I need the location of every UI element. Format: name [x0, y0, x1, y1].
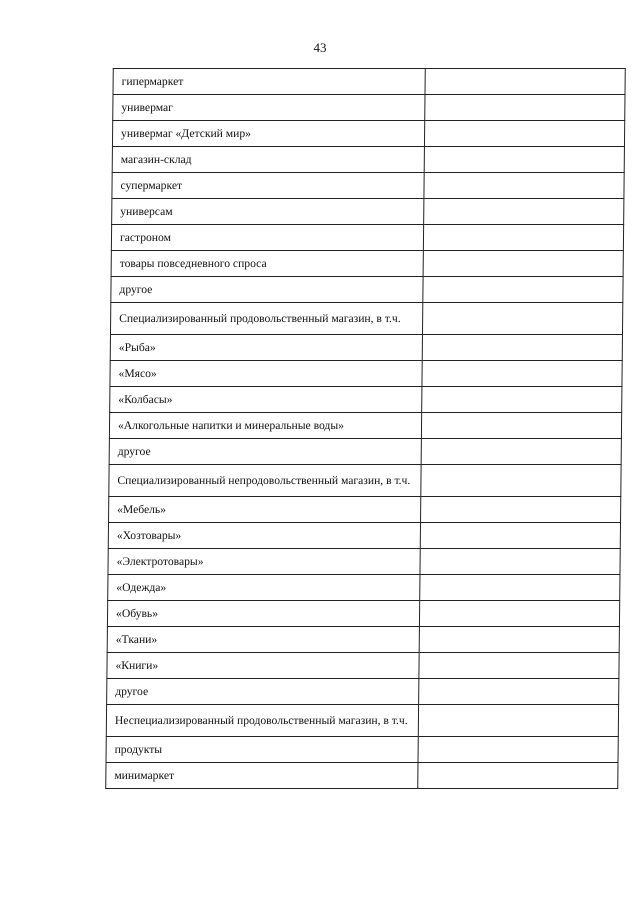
table-row [108, 575, 620, 601]
row-label: товары повседневного спроса [111, 251, 423, 277]
row-label: «Обувь» [107, 601, 419, 627]
table-row [110, 303, 622, 335]
row-value-cell [419, 653, 619, 679]
row-label: гастроном [111, 225, 423, 251]
row-value-cell [423, 277, 623, 303]
row-label: «Ткани» [107, 627, 419, 653]
table-row [112, 147, 624, 173]
table-row [113, 69, 625, 95]
table-row [106, 737, 618, 763]
row-value-cell [420, 549, 620, 575]
table-row [111, 251, 623, 277]
row-value-cell [422, 303, 622, 335]
row-label: «Мебель» [109, 497, 421, 523]
row-label: универсам [112, 199, 424, 225]
table-row [110, 335, 622, 361]
row-value-cell [421, 497, 621, 523]
row-label: «Рыба» [110, 335, 422, 361]
row-value-cell [420, 523, 620, 549]
table-row [110, 361, 622, 387]
row-value-cell [421, 465, 621, 497]
row-label: «Хозтовары» [108, 523, 420, 549]
table-row [107, 601, 619, 627]
row-label: магазин-склад [112, 147, 424, 173]
row-label: Специализированный продовольственный магазин, в т.ч. [110, 303, 422, 335]
table-row [107, 627, 619, 653]
page-number: 43 [313, 40, 327, 55]
row-value-cell [422, 335, 622, 361]
row-label: универмаг «Детский мир» [112, 121, 424, 147]
row-value-cell [421, 413, 621, 439]
row-value-cell [418, 737, 618, 763]
table-row [110, 387, 622, 413]
table-row [109, 465, 621, 497]
row-label: «Колбасы» [110, 387, 422, 413]
table-row [112, 121, 624, 147]
row-label: минимаркет [106, 763, 418, 789]
table-row [107, 653, 619, 679]
table-row [109, 413, 621, 439]
store-types-table [105, 68, 626, 789]
row-value-cell [423, 225, 623, 251]
table-row [108, 549, 620, 575]
row-value-cell [425, 95, 625, 121]
row-value-cell [425, 69, 625, 95]
row-label: универмаг [113, 95, 425, 121]
row-label: другое [109, 439, 421, 465]
row-label: Неспециализированный продовольственный магазин, в т.ч. [106, 705, 418, 737]
table-row [106, 705, 618, 737]
row-value-cell [418, 705, 618, 737]
table-row [109, 497, 621, 523]
row-label: «Алкогольные напитки и минеральные воды» [109, 413, 421, 439]
row-value-cell [424, 121, 624, 147]
row-value-cell [419, 627, 619, 653]
table-body [106, 69, 626, 789]
table-row [113, 95, 625, 121]
row-label: гипермаркет [113, 69, 425, 95]
row-label: другое [107, 679, 419, 705]
table-row [112, 199, 624, 225]
table-row [111, 277, 623, 303]
row-value-cell [420, 575, 620, 601]
row-label: «Одежда» [108, 575, 420, 601]
table-row [108, 523, 620, 549]
row-value-cell [422, 361, 622, 387]
table-row [109, 439, 621, 465]
table-row [107, 679, 619, 705]
row-label: «Мясо» [110, 361, 422, 387]
row-value-cell [418, 763, 618, 789]
row-value-cell [424, 147, 624, 173]
row-label: «Электротовары» [108, 549, 420, 575]
row-value-cell [421, 439, 621, 465]
row-value-cell [423, 251, 623, 277]
row-label: Специализированный непродовольственный магазин, в т.ч. [109, 465, 421, 497]
table-row [106, 763, 618, 789]
table-row [111, 225, 623, 251]
row-value-cell [424, 199, 624, 225]
row-label: супермаркет [112, 173, 424, 199]
row-value-cell [419, 601, 619, 627]
row-value-cell [419, 679, 619, 705]
table-row [112, 173, 624, 199]
row-value-cell [422, 387, 622, 413]
row-value-cell [424, 173, 624, 199]
row-label: «Книги» [107, 653, 419, 679]
row-label: продукты [106, 737, 418, 763]
row-label: другое [111, 277, 423, 303]
